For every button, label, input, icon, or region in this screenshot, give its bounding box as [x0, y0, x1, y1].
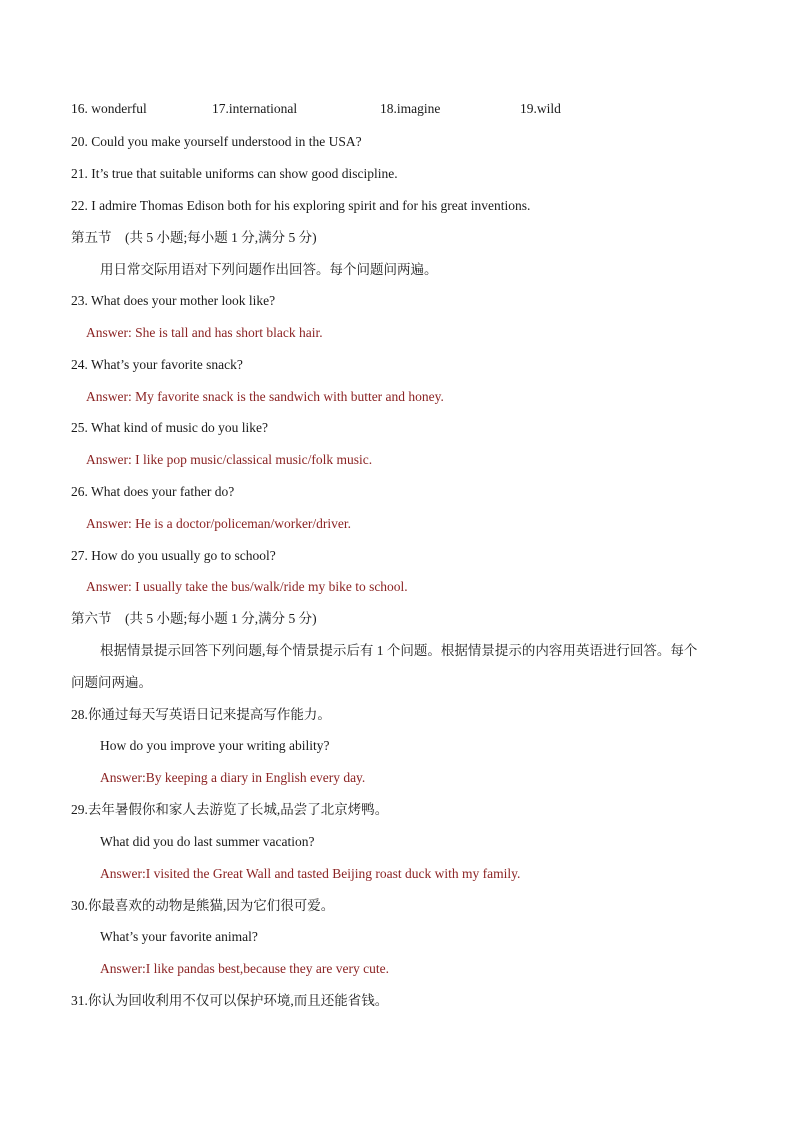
question-28: How do you improve your writing ability?	[100, 738, 330, 753]
cue-28: 28.你通过每天写英语日记来提高写作能力。	[71, 707, 331, 722]
section-5-title: 第五节 (共 5 小题;每小题 1 分,满分 5 分)	[71, 230, 317, 245]
answer-25: Answer: I like pop music/classical music/folk music.	[86, 452, 373, 467]
question-23: 23. What does your mother look like?	[71, 293, 276, 308]
answer-23: Answer: She is tall and has short black hair.	[86, 325, 323, 340]
section-6-instruction: 根据情景提示回答下列问题,每个情景提示后有 1 个问题。根据情景提示的内容用英语进行回答。每个	[100, 643, 698, 658]
section-5-instruction: 用日常交际用语对下列问题作出回答。每个问题问两遍。	[100, 262, 438, 277]
answer-27: Answer: I usually take the bus/walk/ride my bike to school.	[86, 579, 408, 594]
question-30: What’s your favorite animal?	[100, 929, 258, 944]
cue-31: 31.你认为回收利用不仅可以保护环境,而且还能省钱。	[71, 993, 389, 1008]
answer-26: Answer: He is a doctor/policeman/worker/driver.	[86, 516, 352, 531]
word-18: 18.imagine	[380, 101, 441, 116]
cue-29: 29.去年暑假你和家人去游览了长城,品尝了北京烤鸭。	[71, 802, 389, 817]
answer-24: Answer: My favorite snack is the sandwich with butter and honey.	[86, 389, 444, 404]
word-16: 16. wonderful	[71, 101, 147, 116]
question-26: 26. What does your father do?	[71, 484, 235, 499]
section-6-title: 第六节 (共 5 小题;每小题 1 分,满分 5 分)	[71, 611, 317, 626]
question-27: 27. How do you usually go to school?	[71, 548, 276, 563]
question-25: 25. What kind of music do you like?	[71, 420, 268, 435]
section-6-instruction-cont: 问题问两遍。	[71, 675, 152, 690]
question-24: 24. What’s your favorite snack?	[71, 357, 243, 372]
word-17: 17.international	[212, 101, 298, 116]
answer-30: Answer:I like pandas best,because they are very cute.	[100, 961, 390, 976]
sentence-21: 21. It’s true that suitable uniforms can show good discipline.	[71, 166, 398, 181]
sentence-20: 20. Could you make yourself understood in the USA?	[71, 134, 362, 149]
answer-28: Answer:By keeping a diary in English every day.	[100, 770, 366, 785]
cue-30: 30.你最喜欢的动物是熊猫,因为它们很可爱。	[71, 898, 335, 913]
sentence-22: 22. I admire Thomas Edison both for his exploring spirit and for his great inventions.	[71, 198, 531, 213]
answer-29: Answer:I visited the Great Wall and tasted Beijing roast duck with my family.	[100, 866, 521, 881]
word-19: 19.wild	[520, 101, 561, 116]
question-29: What did you do last summer vacation?	[100, 834, 315, 849]
